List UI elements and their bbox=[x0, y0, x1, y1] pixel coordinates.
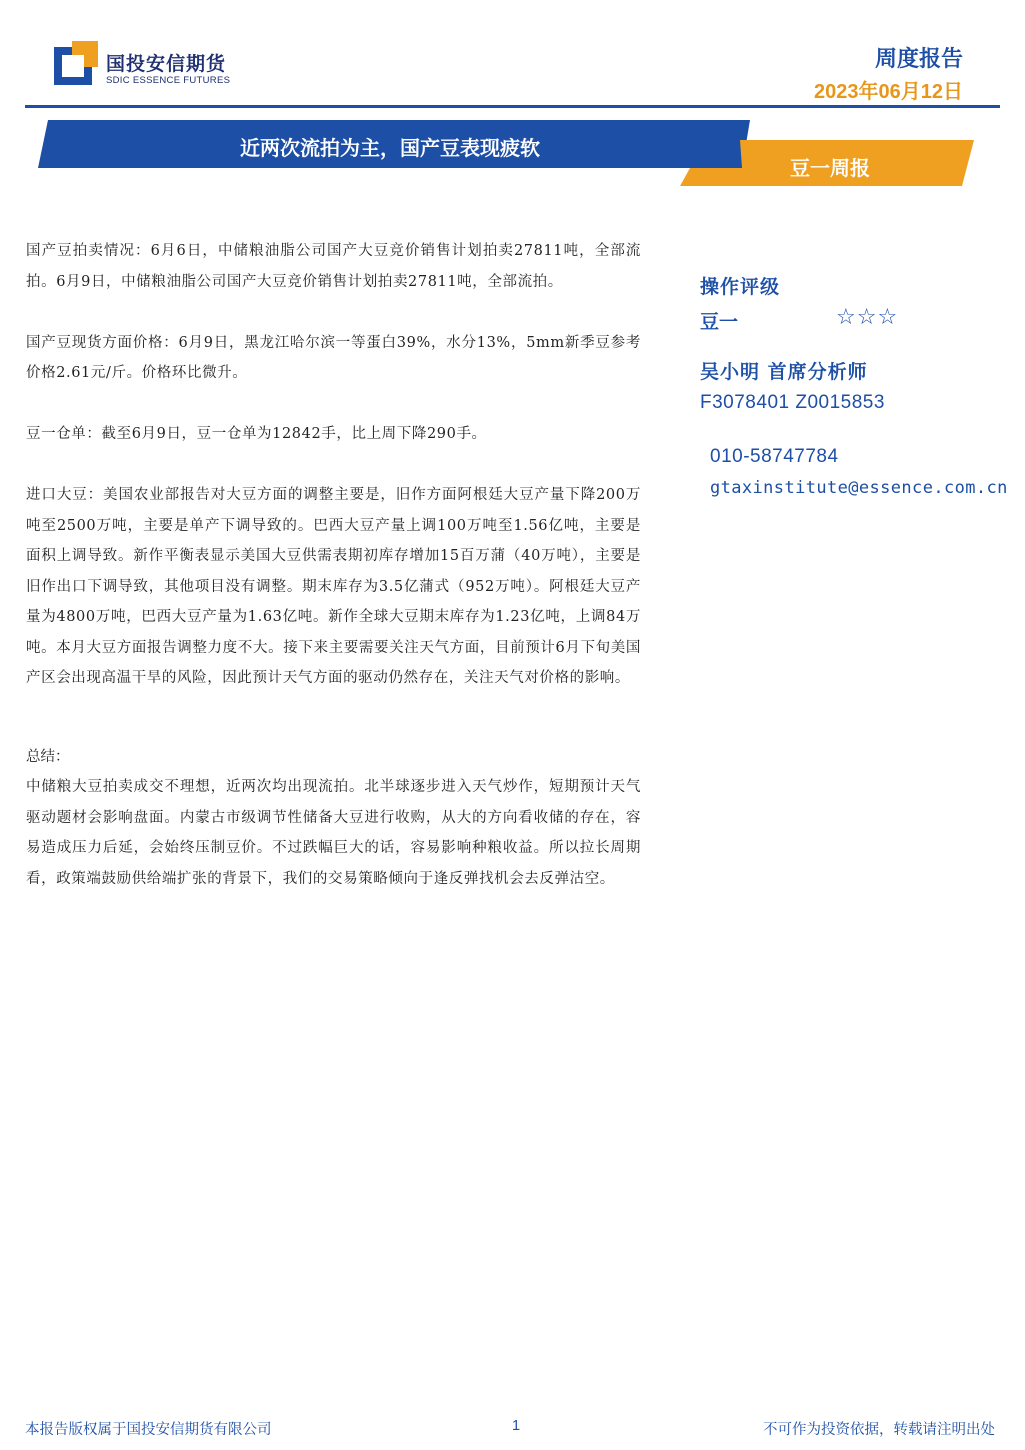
logo-english-name: SDIC ESSENCE FUTURES bbox=[106, 75, 231, 86]
analyst-certificates: F3078401 Z0015853 bbox=[700, 392, 885, 413]
sidebar bbox=[700, 272, 1020, 498]
spot-price-paragraph: 国产豆现货方面价格：6月9日，黑龙江哈尔滨一等蛋白39%，水分13%，5mm新季豆参考价格2.61元/斤。价格环比微升。 bbox=[26, 334, 641, 381]
logo-chinese-name: 国投安信期货 bbox=[106, 53, 227, 75]
rating-product: 豆一 bbox=[700, 311, 739, 333]
report-type: 周度报告 bbox=[874, 47, 963, 72]
summary-paragraph: 中储粮大豆拍卖成交不理想，近两次均出现流拍。北半球逐步进入天气炒作，短期预计天气驱动题材会影响盘面。内蒙古市级调节性储备大豆进行收购，从大的方向看收储的存在，容易造成压力后延，会始终压制豆价。不过跌幅巨大的话，容易影响种粮收益。所以拉长周期看，政策端鼓励供给端扩张的背景下，我们的交易策略倾向于逢反弹找机会去反弹沽空。 bbox=[26, 779, 641, 887]
logo-mark-icon bbox=[54, 41, 98, 85]
contact-email[interactable]: gtaxinstitute@essence.com.cn bbox=[710, 478, 1008, 498]
rating-title: 操作评级 bbox=[700, 276, 781, 298]
footer-copyright: 本报告版权属于国投安信期货有限公司 bbox=[25, 1422, 272, 1438]
analyst-name: 吴小明 首席分析师 bbox=[700, 361, 868, 383]
rating-row bbox=[700, 307, 1020, 335]
report-title: 近两次流拍为主，国产豆表现疲软 bbox=[240, 136, 540, 160]
report-date: 2023年06月12日 bbox=[814, 81, 963, 103]
page-number: 1 bbox=[512, 1418, 521, 1434]
rating-stars-icon: ☆☆☆ bbox=[836, 305, 899, 330]
company-logo bbox=[54, 41, 244, 91]
footer-disclaimer: 不可作为投资依据，转载请注明出处 bbox=[763, 1422, 995, 1438]
import-soybean-paragraph: 进口大豆：美国农业部报告对大豆方面的调整主要是，旧作方面阿根廷大豆产量下降200万吨至2500万吨，主要是单产下调导致的。巴西大豆产量上调100万吨至1.56亿吨，主要是面积上调导致。新作平衡表显示美国大豆供需表期初库存增加15百万蒲（40万吨），主要是旧作出口下调导致，其他项目没有调整。期末库存为3.5亿蒲式（952万吨）。阿根廷大豆产量为4800万吨，巴西大豆产量为1.63亿吨。新作全球大豆期末库存为1.23亿吨，上调84万吨。本月大豆方面报告调整力度不大。接下来主要需要关注天气方面，目前预计6月下旬美国产区会出现高温干旱的风险，因此预计天气方面的驱动仍然存在，关注天气对价格的影响。 bbox=[26, 487, 641, 686]
summary-label: 总结： bbox=[26, 748, 70, 765]
report-series-tag: 豆一周报 bbox=[790, 156, 870, 180]
report-body bbox=[26, 236, 641, 925]
header-divider bbox=[25, 105, 1000, 108]
warehouse-receipt-paragraph: 豆一仓单：截至6月9日，豆一仓单为12842手，比上周下降290手。 bbox=[26, 426, 487, 442]
contact-phone: 010-58747784 bbox=[710, 446, 839, 467]
auction-paragraph: 国产豆拍卖情况：6月6日，中储粮油脂公司国产大豆竞价销售计划拍卖27811吨，全部流拍。6月9日，中储粮油脂公司国产大豆竞价销售计划拍卖27811吨，全部流拍。 bbox=[26, 243, 641, 290]
